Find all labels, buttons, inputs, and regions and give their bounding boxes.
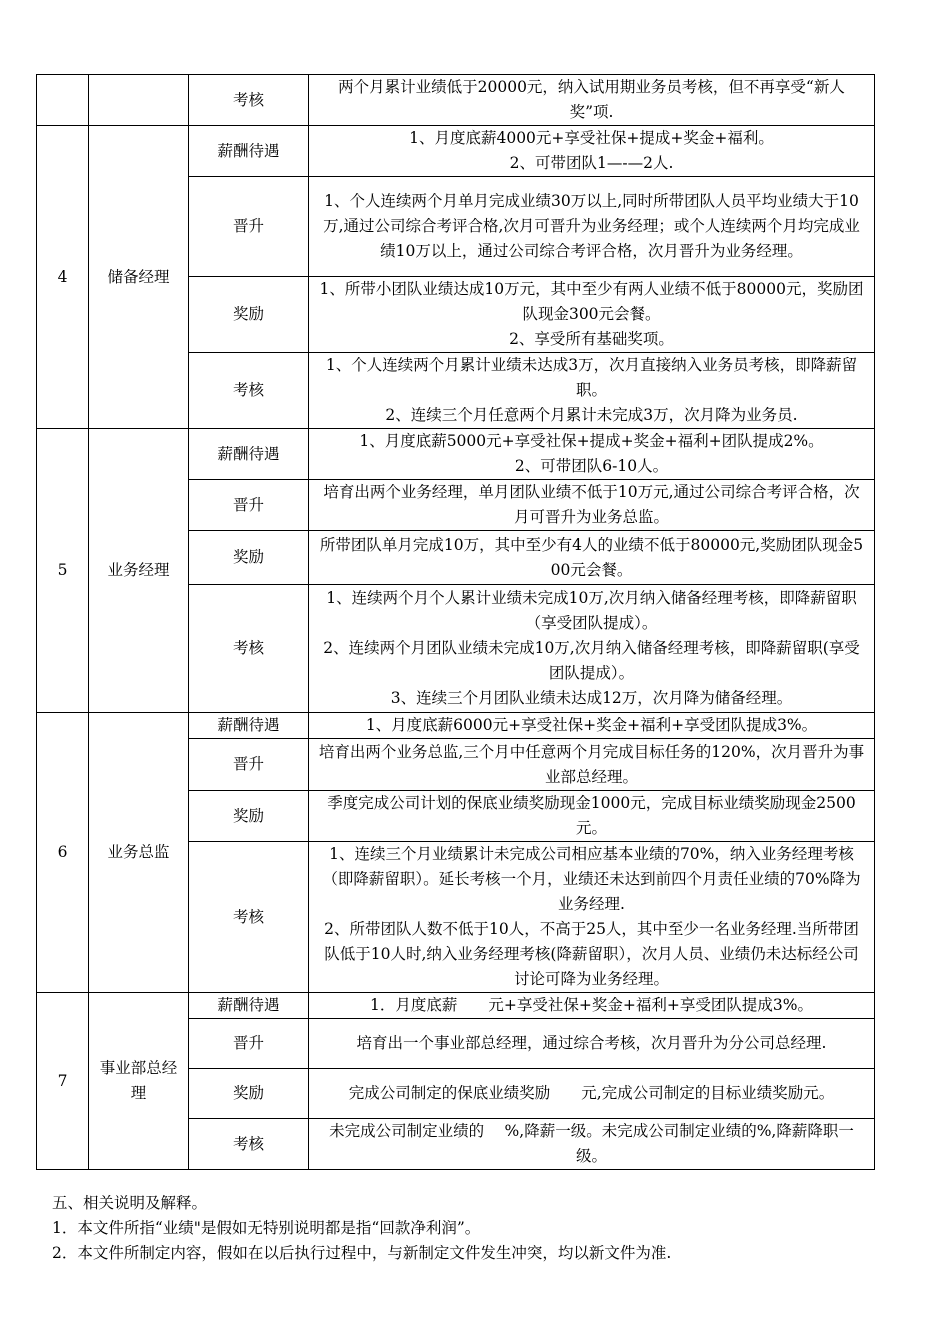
content-line: 2、可带团队1—-—2人. xyxy=(509,154,674,172)
content-line: 2、可带团队6-10人。 xyxy=(514,457,669,475)
category-label: 考核 xyxy=(189,353,309,429)
table-row xyxy=(37,713,875,739)
content-line: 1、月度底薪5000元+享受社保+提成+奖金+福利+团队提成2%。 xyxy=(359,432,824,450)
category-content xyxy=(309,791,875,842)
position-title xyxy=(89,75,189,126)
content-line: 1、连续三个月业绩累计未完成公司相应基本业绩的70%，纳入业务经理考核（即降薪留职）。延长考核一个月，业绩还未达到前四个月责任业绩的70%降为业务经理. xyxy=(322,845,861,913)
category-content xyxy=(309,531,875,585)
content-line: 培育出两个业务总监,三个月中任意两个月完成目标任务的120%，次月晋升为事业部总经理。 xyxy=(318,742,865,786)
category-label: 晋升 xyxy=(189,1019,309,1069)
category-content xyxy=(309,1069,875,1119)
category-label: 考核 xyxy=(189,1119,309,1170)
category-content xyxy=(309,480,875,531)
table-row xyxy=(37,429,875,480)
category-label: 晋升 xyxy=(189,480,309,531)
level-number: 7 xyxy=(37,993,89,1170)
category-label: 薪酬待遇 xyxy=(189,126,309,177)
category-content xyxy=(309,842,875,993)
table-row xyxy=(37,993,875,1019)
position-requirements-table xyxy=(36,74,875,1170)
content-line: 培育出一个事业部总经理，通过综合考核，次月晋升为分公司总经理. xyxy=(356,1034,827,1052)
content-line: 完成公司制定的保底业绩奖励 元,完成公司制定的目标业绩奖励元。 xyxy=(348,1084,835,1102)
category-label: 晋升 xyxy=(189,177,309,277)
table-row xyxy=(37,126,875,177)
note-item-1: 1．本文件所指“业绩"是假如无特别说明都是指“回款净利润”。 xyxy=(52,1219,481,1237)
category-label: 考核 xyxy=(189,842,309,993)
category-content xyxy=(309,1019,875,1069)
content-line: 1、所带小团队业绩达成10万元，其中至少有两人业绩不低于80000元，奖励团队现金300元会餐。 xyxy=(319,280,864,323)
category-content xyxy=(309,993,875,1019)
level-number: 4 xyxy=(37,126,89,429)
content-line: 2、连续两个月团队业绩未完成10万,次月纳入储备经理考核，即降薪留职(享受团队提成）。 xyxy=(323,639,860,682)
position-title: 业务经理 xyxy=(89,429,189,713)
content-line: 1、个人连续两个月累计业绩未达成3万，次月直接纳入业务员考核，即降薪留职。 xyxy=(325,356,858,399)
category-label: 薪酬待遇 xyxy=(189,429,309,480)
category-content xyxy=(309,126,875,177)
category-content xyxy=(309,353,875,429)
category-label: 奖励 xyxy=(189,531,309,585)
note-item-2: 2．本文件所制定内容，假如在以后执行过程中，与新制定文件发生冲突，均以新文件为准. xyxy=(52,1244,672,1262)
table-row xyxy=(37,75,875,126)
content-line: 2、享受所有基础奖项。 xyxy=(509,330,674,348)
level-number: 5 xyxy=(37,429,89,713)
category-content xyxy=(309,277,875,353)
content-line: 2、连续三个月任意两个月累计未完成3万，次月降为业务员. xyxy=(385,406,798,424)
content-line: 培育出两个业务经理，单月团队业绩不低于10万元,通过公司综合考评合格，次月可晋升为业务总监。 xyxy=(323,483,860,526)
category-label: 晋升 xyxy=(189,739,309,791)
category-content xyxy=(309,177,875,277)
category-label: 奖励 xyxy=(189,1069,309,1119)
content-line: 两个月累计业绩低于20000元，纳入试用期业务员考核，但不再享受“新人奖”项. xyxy=(338,78,845,121)
content-line: 1、个人连续两个月单月完成业绩30万以上,同时所带团队人员平均业绩大于10万,通过公司综合考评合格,次月可晋升为业务经理；或个人连续两个月均完成业绩10万以上，通过公司综合考评合格，次月晋升为业务经理。 xyxy=(323,192,860,260)
content-line: 1、连续两个月个人累计业绩未完成10万,次月纳入储备经理考核，即降薪留职（享受团队提成）。 xyxy=(326,589,857,632)
category-label: 奖励 xyxy=(189,277,309,353)
content-line: 2、所带团队人数不低于10人，不高于25人，其中至少一名业务经理.当所带团队低于10人时,纳入业务经理考核(降薪留职），次月人员、业绩仍未达标经公司讨论可降为业务经理。 xyxy=(324,920,859,988)
position-title: 事业部总经理 xyxy=(89,993,189,1170)
content-line: 1．月度底薪 元+享受社保+奖金+福利+享受团队提成3%。 xyxy=(370,996,813,1014)
content-line: 1、月度底薪4000元+享受社保+提成+奖金+福利。 xyxy=(409,129,774,147)
category-content xyxy=(309,429,875,480)
content-line: 3、连续三个月团队业绩未达成12万，次月降为储备经理。 xyxy=(390,689,793,707)
content-line: 1、月度底薪6000元+享受社保+奖金+福利+享受团队提成3%。 xyxy=(365,716,818,734)
category-label: 薪酬待遇 xyxy=(189,993,309,1019)
content-line: 所带团队单月完成10万，其中至少有4人的业绩不低于80000元,奖励团队现金500元会餐。 xyxy=(319,535,864,579)
category-label: 考核 xyxy=(189,585,309,713)
content-line: 季度完成公司计划的保底业绩奖励现金1000元，完成目标业绩奖励现金2500元。 xyxy=(327,794,856,837)
table-body xyxy=(37,75,875,1170)
position-title: 储备经理 xyxy=(89,126,189,429)
notes-section xyxy=(52,1191,671,1266)
category-content xyxy=(309,1119,875,1170)
content-line: 未完成公司制定业绩的 %,降薪一级。未完成公司制定业绩的%,降薪降职一级。 xyxy=(329,1122,854,1165)
category-label: 薪酬待遇 xyxy=(189,713,309,739)
category-content xyxy=(309,739,875,791)
category-label: 考核 xyxy=(189,75,309,126)
category-content xyxy=(309,585,875,713)
notes-heading: 五、相关说明及解释。 xyxy=(52,1194,208,1212)
category-content xyxy=(309,75,875,126)
category-content xyxy=(309,713,875,739)
position-title: 业务总监 xyxy=(89,713,189,993)
level-number xyxy=(37,75,89,126)
level-number: 6 xyxy=(37,713,89,993)
category-label: 奖励 xyxy=(189,791,309,842)
